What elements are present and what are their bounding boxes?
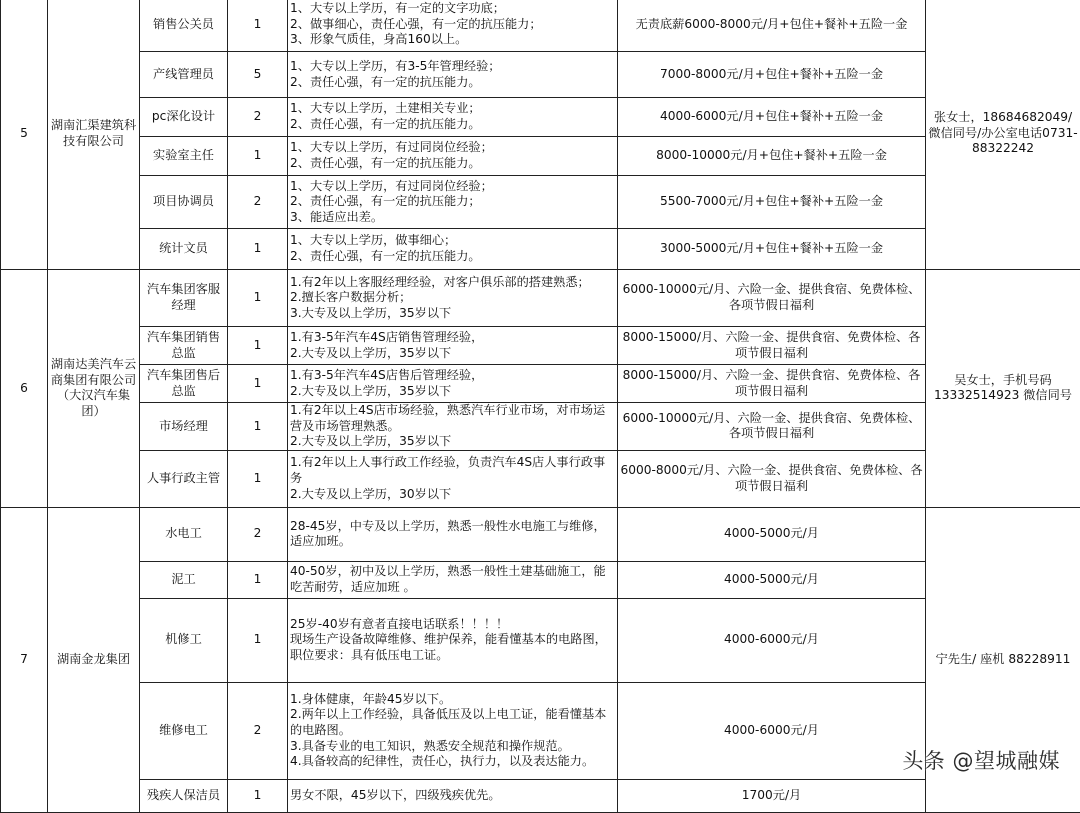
- requirement-line: 2、责任心强，有一定的抗压能力。: [290, 156, 615, 172]
- table-row: [1, 779, 1080, 812]
- requirement-line: 2.大专及以上学历，35岁以下: [290, 434, 615, 450]
- requirement-line: 3、能适应出差。: [290, 210, 615, 226]
- hiring-count: 1: [228, 598, 288, 682]
- salary-benefits: 5500-7000元/月+包住+餐补+五险一金: [618, 176, 926, 229]
- requirement-line: 现场生产设备故障维修、维护保养，能看懂基本的电路图，: [290, 632, 615, 648]
- position-name: 泥工: [140, 561, 228, 598]
- job-listing-body: [1, 0, 1080, 812]
- requirement-line: 1、大专以上学历，有过同岗位经验；: [290, 140, 615, 156]
- requirement-line: 3.大专及以上学历，35岁以下: [290, 306, 615, 322]
- hiring-count: 1: [228, 270, 288, 327]
- contact-info: 张女士，18684682049/微信同号/办公室电话0731-88322242: [926, 0, 1080, 270]
- job-requirements: [288, 507, 618, 561]
- hiring-count: 2: [228, 176, 288, 229]
- position-name: 汽车集团销售总监: [140, 327, 228, 365]
- hiring-count: 1: [228, 779, 288, 812]
- hiring-count: 1: [228, 561, 288, 598]
- hiring-count: 2: [228, 98, 288, 137]
- salary-benefits: 8000-10000元/月+包住+餐补+五险一金: [618, 137, 926, 176]
- salary-benefits: 无责底薪6000-8000元/月+包住+餐补+五险一金: [618, 0, 926, 52]
- requirement-line: 1、大专以上学历，有3-5年管理经验；: [290, 59, 615, 75]
- job-requirements: [288, 403, 618, 451]
- table-row: [1, 561, 1080, 598]
- salary-benefits: 4000-6000元/月: [618, 598, 926, 682]
- job-requirements: [288, 137, 618, 176]
- hiring-count: 1: [228, 0, 288, 52]
- salary-benefits: 4000-5000元/月: [618, 507, 926, 561]
- requirement-line: 2.大专及以上学历，35岁以下: [290, 384, 615, 400]
- table-row: [1, 176, 1080, 229]
- job-requirements: [288, 270, 618, 327]
- position-name: 销售公关员: [140, 0, 228, 52]
- position-name: 汽车集团客服经理: [140, 270, 228, 327]
- requirement-line: 2、责任心强，有一定的抗压能力；: [290, 194, 615, 210]
- job-requirements: [288, 779, 618, 812]
- requirement-line: 3.具备专业的电工知识，熟悉安全规范和操作规范。: [290, 739, 615, 755]
- requirement-line: 40-50岁，初中及以上学历，熟悉一般性土建基础施工，能吃苦耐劳，适应加班 。: [290, 564, 615, 595]
- company-name: 湖南金龙集团: [48, 507, 140, 812]
- requirement-line: 职位要求：具有低压电工证。: [290, 648, 615, 664]
- salary-benefits: 6000-10000元/月、六险一金、提供食宿、免费体检、各项节假日福利: [618, 403, 926, 451]
- position-name: 项目协调员: [140, 176, 228, 229]
- job-requirements: [288, 0, 618, 52]
- job-requirements: [288, 450, 618, 507]
- company-name: 湖南达美汽车云商集团有限公司（大汉汽车集团）: [48, 270, 140, 508]
- table-row: [1, 270, 1080, 327]
- salary-benefits: 4000-6000元/月: [618, 682, 926, 779]
- requirement-line: 2.大专及以上学历，35岁以下: [290, 346, 615, 362]
- position-name: 机修工: [140, 598, 228, 682]
- requirement-line: 1、大专以上学历，有一定的文字功底；: [290, 1, 615, 17]
- position-name: 市场经理: [140, 403, 228, 451]
- contact-info: 吴女士，手机号码13332514923 微信同号: [926, 270, 1080, 508]
- requirement-line: 1.有2年以上人事行政工作经验，负责汽车4S店人事行政事务: [290, 455, 615, 486]
- job-requirements: [288, 682, 618, 779]
- position-name: pc深化设计: [140, 98, 228, 137]
- hiring-count: 1: [228, 403, 288, 451]
- position-name: 产线管理员: [140, 52, 228, 98]
- requirement-line: 28-45岁，中专及以上学历，熟悉一般性水电施工与维修，适应加班。: [290, 519, 615, 550]
- table-row: [1, 598, 1080, 682]
- job-requirements: [288, 561, 618, 598]
- job-requirements: [288, 365, 618, 403]
- job-requirements: [288, 598, 618, 682]
- hiring-count: 1: [228, 229, 288, 270]
- requirement-line: 男女不限，45岁以下，四级残疾优先。: [290, 788, 615, 804]
- requirement-line: 3、形象气质佳，身高160以上。: [290, 32, 615, 48]
- requirement-line: 2、责任心强，有一定的抗压能力。: [290, 117, 615, 133]
- table-row: [1, 229, 1080, 270]
- requirement-line: 2、责任心强，有一定的抗压能力。: [290, 75, 615, 91]
- requirement-line: 1.有3-5年汽车4S店售后管理经验，: [290, 368, 615, 384]
- salary-benefits: 7000-8000元/月+包住+餐补+五险一金: [618, 52, 926, 98]
- requirement-line: 1、大专以上学历，做事细心；: [290, 233, 615, 249]
- requirement-line: 1.有2年以上客服经理经验，对客户俱乐部的搭建熟悉；: [290, 275, 615, 291]
- position-name: 实验室主任: [140, 137, 228, 176]
- salary-benefits: 8000-15000/月、六险一金、提供食宿、免费体检、各项节假日福利: [618, 365, 926, 403]
- hiring-count: 5: [228, 52, 288, 98]
- hiring-count: 1: [228, 327, 288, 365]
- requirement-line: 1.有2年以上4S店市场经验，熟悉汽车行业市场，对市场运营及市场管理熟悉。: [290, 403, 615, 434]
- table-row: [1, 365, 1080, 403]
- table-row: [1, 98, 1080, 137]
- entry-number: 7: [1, 507, 48, 812]
- table-row: [1, 327, 1080, 365]
- entry-number: 6: [1, 270, 48, 508]
- requirement-line: 4.具备较高的纪律性，责任心，执行力，以及表达能力。: [290, 754, 615, 770]
- table-row: [1, 403, 1080, 451]
- salary-benefits: 6000-8000元/月、六险一金、提供食宿、免费体检、各项节假日福利: [618, 450, 926, 507]
- position-name: 汽车集团售后总监: [140, 365, 228, 403]
- position-name: 残疾人保洁员: [140, 779, 228, 812]
- salary-benefits: 1700元/月: [618, 779, 926, 812]
- watermark-text: 头条 @望城融媒: [902, 745, 1060, 775]
- requirement-line: 1、大专以上学历，有过同岗位经验；: [290, 179, 615, 195]
- job-requirements: [288, 229, 618, 270]
- table-row: [1, 450, 1080, 507]
- requirement-line: 1.有3-5年汽车4S店销售管理经验，: [290, 330, 615, 346]
- hiring-count: 2: [228, 682, 288, 779]
- contact-info: 宁先生/ 座机 88228911: [926, 507, 1080, 812]
- position-name: 人事行政主管: [140, 450, 228, 507]
- job-requirements: [288, 98, 618, 137]
- requirement-line: 1.身体健康，年龄45岁以下。: [290, 692, 615, 708]
- salary-benefits: 8000-15000/月、六险一金、提供食宿、免费体检、各项节假日福利: [618, 327, 926, 365]
- job-requirements: [288, 52, 618, 98]
- salary-benefits: 3000-5000元/月+包住+餐补+五险一金: [618, 229, 926, 270]
- position-name: 水电工: [140, 507, 228, 561]
- requirement-line: 1、大专以上学历，土建相关专业；: [290, 101, 615, 117]
- entry-number: 5: [1, 0, 48, 270]
- table-row: [1, 0, 1080, 52]
- hiring-count: 1: [228, 450, 288, 507]
- salary-benefits: 6000-10000元/月、六险一金、提供食宿、免费体检、各项节假日福利: [618, 270, 926, 327]
- requirement-line: 2.擅长客户数据分析；: [290, 290, 615, 306]
- requirement-line: 2、做事细心，责任心强，有一定的抗压能力；: [290, 17, 615, 33]
- position-name: 维修电工: [140, 682, 228, 779]
- requirement-line: 2.两年以上工作经验，具备低压及以上电工证，能看懂基本的电路图。: [290, 707, 615, 738]
- hiring-count: 1: [228, 365, 288, 403]
- company-name: 湖南汇渠建筑科技有限公司: [48, 0, 140, 270]
- requirement-line: 2、责任心强，有一定的抗压能力。: [290, 249, 615, 265]
- salary-benefits: 4000-5000元/月: [618, 561, 926, 598]
- table-row: [1, 507, 1080, 561]
- table-row: [1, 52, 1080, 98]
- salary-benefits: 4000-6000元/月+包住+餐补+五险一金: [618, 98, 926, 137]
- hiring-count: 2: [228, 507, 288, 561]
- hiring-count: 1: [228, 137, 288, 176]
- position-name: 统计文员: [140, 229, 228, 270]
- requirement-line: 2.大专及以上学历，30岁以下: [290, 487, 615, 503]
- table-row: [1, 137, 1080, 176]
- job-requirements: [288, 176, 618, 229]
- job-requirements: [288, 327, 618, 365]
- requirement-line: 25岁-40岁有意者直接电话联系！！！！: [290, 617, 615, 633]
